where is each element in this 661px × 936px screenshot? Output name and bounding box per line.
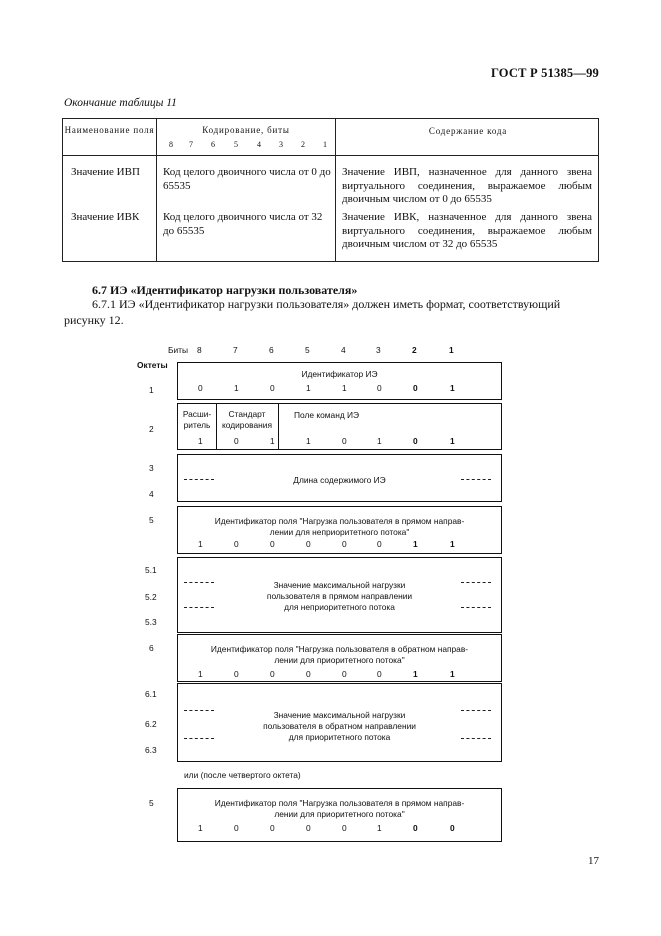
octet-1-bits-bit-2: 0 [413, 383, 418, 393]
figure-bit-number-2: 2 [412, 345, 417, 355]
octet-6-bits-bit-3: 0 [377, 669, 382, 679]
row2-content: Значение ИВК, назначенное для данного звена виртуального соединения, выражаемое любым двоичным числом от 32 до 65535 [342, 211, 592, 250]
octet-1-bits-bit-8: 0 [198, 383, 203, 393]
figure-bit-number-3: 3 [376, 345, 381, 355]
octet-5-alt-bits-bit-3: 1 [377, 823, 382, 833]
octets-3-4-box [177, 454, 502, 502]
octet-5-alt-field-id: Идентификатор поля "Нагрузка пользователя в прямом направ- лении для приоритетного потока" [214, 798, 465, 819]
header-code-content: Содержание кода [428, 126, 508, 136]
octet-1-box [177, 362, 502, 400]
table-continuation-caption: Окончание таблицы 11 [64, 97, 177, 109]
octet-label-5-2: 5.2 [145, 592, 157, 602]
row1-code: Код целого двоичного числа от 0 до 65535 [163, 166, 331, 192]
octets-5-1-5-3-box [177, 557, 502, 633]
octet-1-bits-bit-5: 1 [306, 383, 311, 393]
octets-label: Октеты [137, 360, 168, 370]
extension-label: Расши- ритель [182, 409, 212, 430]
octet-5-field-id: Идентификатор поля "Нагрузка пользователя в прямом направ- лении для неприоритетного потока" [214, 516, 465, 537]
octet-2-bits-bit-7: 0 [234, 436, 239, 446]
octet-5-bits-bit-4: 0 [342, 539, 347, 549]
octet-1-bits-bit-7: 1 [234, 383, 239, 393]
row2-code: Код целого двоичного числа от 32 до 65535 [163, 211, 323, 237]
octet-6-field-id: Идентификатор поля "Нагрузка пользователя в обратном направ- лении для приоритетного потока" [210, 644, 469, 665]
table-bit-8: 8 [169, 140, 173, 149]
figure-bit-number-5: 5 [305, 345, 310, 355]
octet-5-box [177, 506, 502, 554]
octet-label-5-1: 5.1 [145, 565, 157, 575]
octet-label-5: 5 [149, 515, 154, 525]
section-heading: 6.7 ИЭ «Идентификатор нагрузки пользователя» [92, 283, 358, 297]
octet-5-alt-bits-bit-6: 0 [270, 823, 275, 833]
octet-5-alt-bits-bit-5: 0 [306, 823, 311, 833]
octet-5-alt-bits-bit-4: 0 [342, 823, 347, 833]
octet-label-6: 6 [149, 643, 154, 653]
octet-label-5-alt: 5 [149, 798, 154, 808]
octet-2-bits-bit-5: 1 [306, 436, 311, 446]
alternative-note: или (после четвертого октета) [184, 770, 301, 780]
octet-5-alt-box [177, 788, 502, 842]
table-bit-4: 4 [257, 140, 261, 149]
table-bit-6: 6 [211, 140, 215, 149]
document-code: ГОСТ Р 51385—99 [490, 66, 599, 80]
max-load-forward-nonpriority: Значение максимальной нагрузки пользователя в прямом направлении для неприоритетного потока [266, 580, 413, 612]
octet-2-bits-bit-8: 1 [198, 436, 203, 446]
row1-name: Значение ИВП [71, 166, 140, 178]
octet-5-bits-bit-2: 1 [413, 539, 418, 549]
octets-6-1-6-3-box [177, 683, 502, 762]
octet-label-5-3: 5.3 [145, 617, 157, 627]
octet-2-bits-bit-2: 0 [413, 436, 418, 446]
ie-identifier-label: Идентификатор ИЭ [301, 369, 378, 379]
octet-1-bits-bit-1: 1 [450, 383, 455, 393]
octet-label-1: 1 [149, 385, 154, 395]
ie-content-length-label: Длина содержимого ИЭ [293, 475, 386, 485]
coding-standard-label: Стандарт кодирования [222, 409, 272, 430]
max-load-reverse-priority: Значение максимальной нагрузки пользователя в обратном направлении для приоритетного потока [263, 710, 416, 742]
octet-5-bits-bit-6: 0 [270, 539, 275, 549]
row1-content: Значение ИВП, назначенное для данного звена виртуального соединения, выражаемое любым двоичным числом от 0 до 65535 [342, 166, 592, 205]
figure-bit-number-7: 7 [233, 345, 238, 355]
octet-5-alt-bits-bit-2: 0 [413, 823, 418, 833]
table-bit-3: 3 [279, 140, 283, 149]
table-bit-1: 1 [323, 140, 327, 149]
octet-label-2: 2 [149, 424, 154, 434]
octet-5-bits-bit-8: 1 [198, 539, 203, 549]
octet-2-bits-bit-6: 1 [270, 436, 275, 446]
table-bit-7: 7 [189, 140, 193, 149]
table-bit-5: 5 [234, 140, 238, 149]
octet-6-bits-bit-7: 0 [234, 669, 239, 679]
octet-5-bits-bit-1: 1 [450, 539, 455, 549]
octet-5-alt-bits-bit-8: 1 [198, 823, 203, 833]
row2-name: Значение ИВК [71, 211, 140, 223]
figure-bit-number-1: 1 [449, 345, 454, 355]
octet-label-6-3: 6.3 [145, 745, 157, 755]
octet-5-bits-bit-3: 0 [377, 539, 382, 549]
figure-bit-number-6: 6 [269, 345, 274, 355]
octet-2-bits-bit-1: 1 [450, 436, 455, 446]
octet-6-bits-bit-1: 1 [450, 669, 455, 679]
octet-2-bits-bit-4: 0 [342, 436, 347, 446]
octet-6-bits-bit-2: 1 [413, 669, 418, 679]
octet-1-bits-bit-6: 0 [270, 383, 275, 393]
octet-label-6-1: 6.1 [145, 689, 157, 699]
section-paragraph: 6.7.1 ИЭ «Идентификатор нагрузки пользователя» должен иметь формат, соответствующий рисунку 12. [64, 297, 561, 327]
octet-6-bits-bit-4: 0 [342, 669, 347, 679]
octet-label-4: 4 [149, 489, 154, 499]
bits-label: Биты [168, 345, 189, 355]
octet-label-6-2: 6.2 [145, 719, 157, 729]
header-coding-bits: Кодирование, биты [202, 125, 290, 135]
octet-2-bits-bit-3: 1 [377, 436, 382, 446]
octet-1-bits-bit-4: 1 [342, 383, 347, 393]
table-bit-2: 2 [301, 140, 305, 149]
header-field-name: Наименование поля [64, 125, 155, 135]
figure-bit-number-4: 4 [341, 345, 346, 355]
page-number: 17 [588, 855, 599, 867]
octet-5-bits-bit-7: 0 [234, 539, 239, 549]
ie-command-field-label: Поле команд ИЭ [294, 410, 360, 420]
octet-5-alt-bits-bit-1: 0 [450, 823, 455, 833]
octet-label-3: 3 [149, 463, 154, 473]
octet-5-bits-bit-5: 0 [306, 539, 311, 549]
octet-6-box [177, 634, 502, 682]
octet-2-box [177, 403, 502, 450]
figure-bit-number-8: 8 [197, 345, 202, 355]
octet-5-alt-bits-bit-7: 0 [234, 823, 239, 833]
octet-6-bits-bit-6: 0 [270, 669, 275, 679]
octet-6-bits-bit-8: 1 [198, 669, 203, 679]
octet-1-bits-bit-3: 0 [377, 383, 382, 393]
octet-6-bits-bit-5: 0 [306, 669, 311, 679]
